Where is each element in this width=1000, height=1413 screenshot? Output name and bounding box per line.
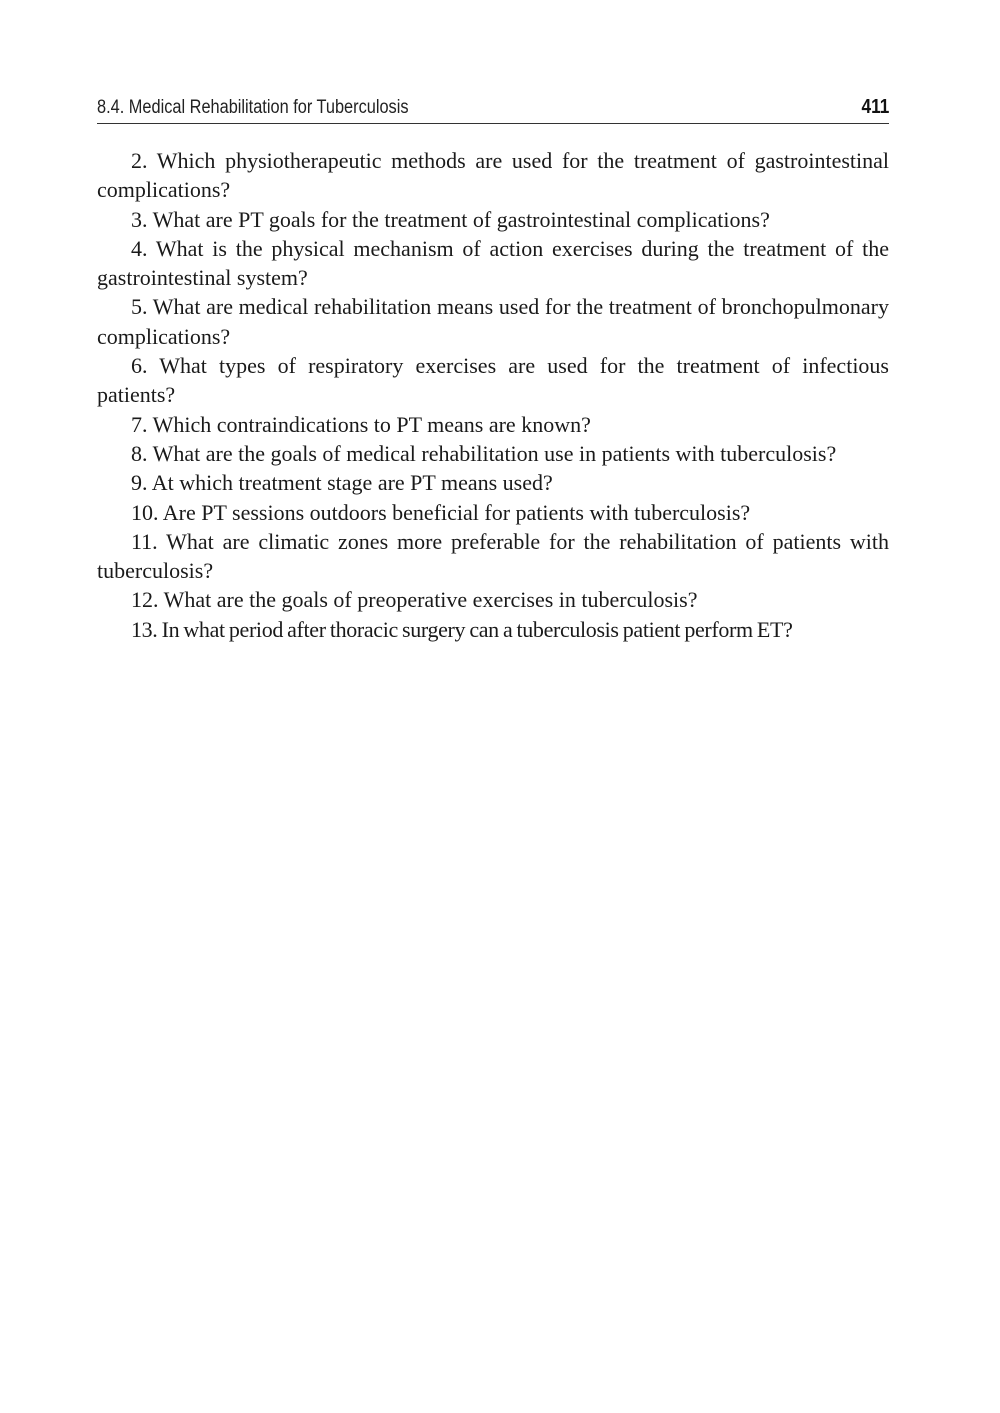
question-9: 9. At which treatment stage are PT means used? xyxy=(131,470,553,496)
question-7: 7. Which contraindications to PT means are known? xyxy=(131,411,591,437)
question-3: 3. What are PT goals for the treatment of gastrointestinal complications? xyxy=(131,206,770,232)
document-page xyxy=(97,96,889,644)
section-title: 8.4. Medical Rehabilitation for Tuberculosis xyxy=(97,97,409,118)
review-questions-list xyxy=(97,146,889,644)
question-2: 2. Which physiotherapeutic methods are used for the treatment of gastrointestinal complications? xyxy=(97,148,889,203)
question-10: 10. Are PT sessions outdoors beneficial for patients with tuberculosis? xyxy=(131,499,751,525)
running-header xyxy=(97,96,889,124)
question-12: 12. What are the goals of preoperative exercises in tuberculosis? xyxy=(131,587,698,613)
question-13: 13. In what period after thoracic surgery can a tuberculosis patient perform ET? xyxy=(131,616,793,642)
question-5: 5. What are medical rehabilitation means used for the treatment of bronchopulmonary complications? xyxy=(97,294,889,349)
page-number: 411 xyxy=(861,96,889,118)
question-6: 6. What types of respiratory exercises are used for the treatment of infectious patients? xyxy=(97,353,889,408)
question-4: 4. What is the physical mechanism of action exercises during the treatment of the gastrointestinal system? xyxy=(97,235,889,291)
question-11: 11. What are climatic zones more preferable for the rehabilitation of patients with tuberculosis? xyxy=(97,528,889,584)
question-8: 8. What are the goals of medical rehabilitation use in patients with tuberculosis? xyxy=(131,440,837,466)
